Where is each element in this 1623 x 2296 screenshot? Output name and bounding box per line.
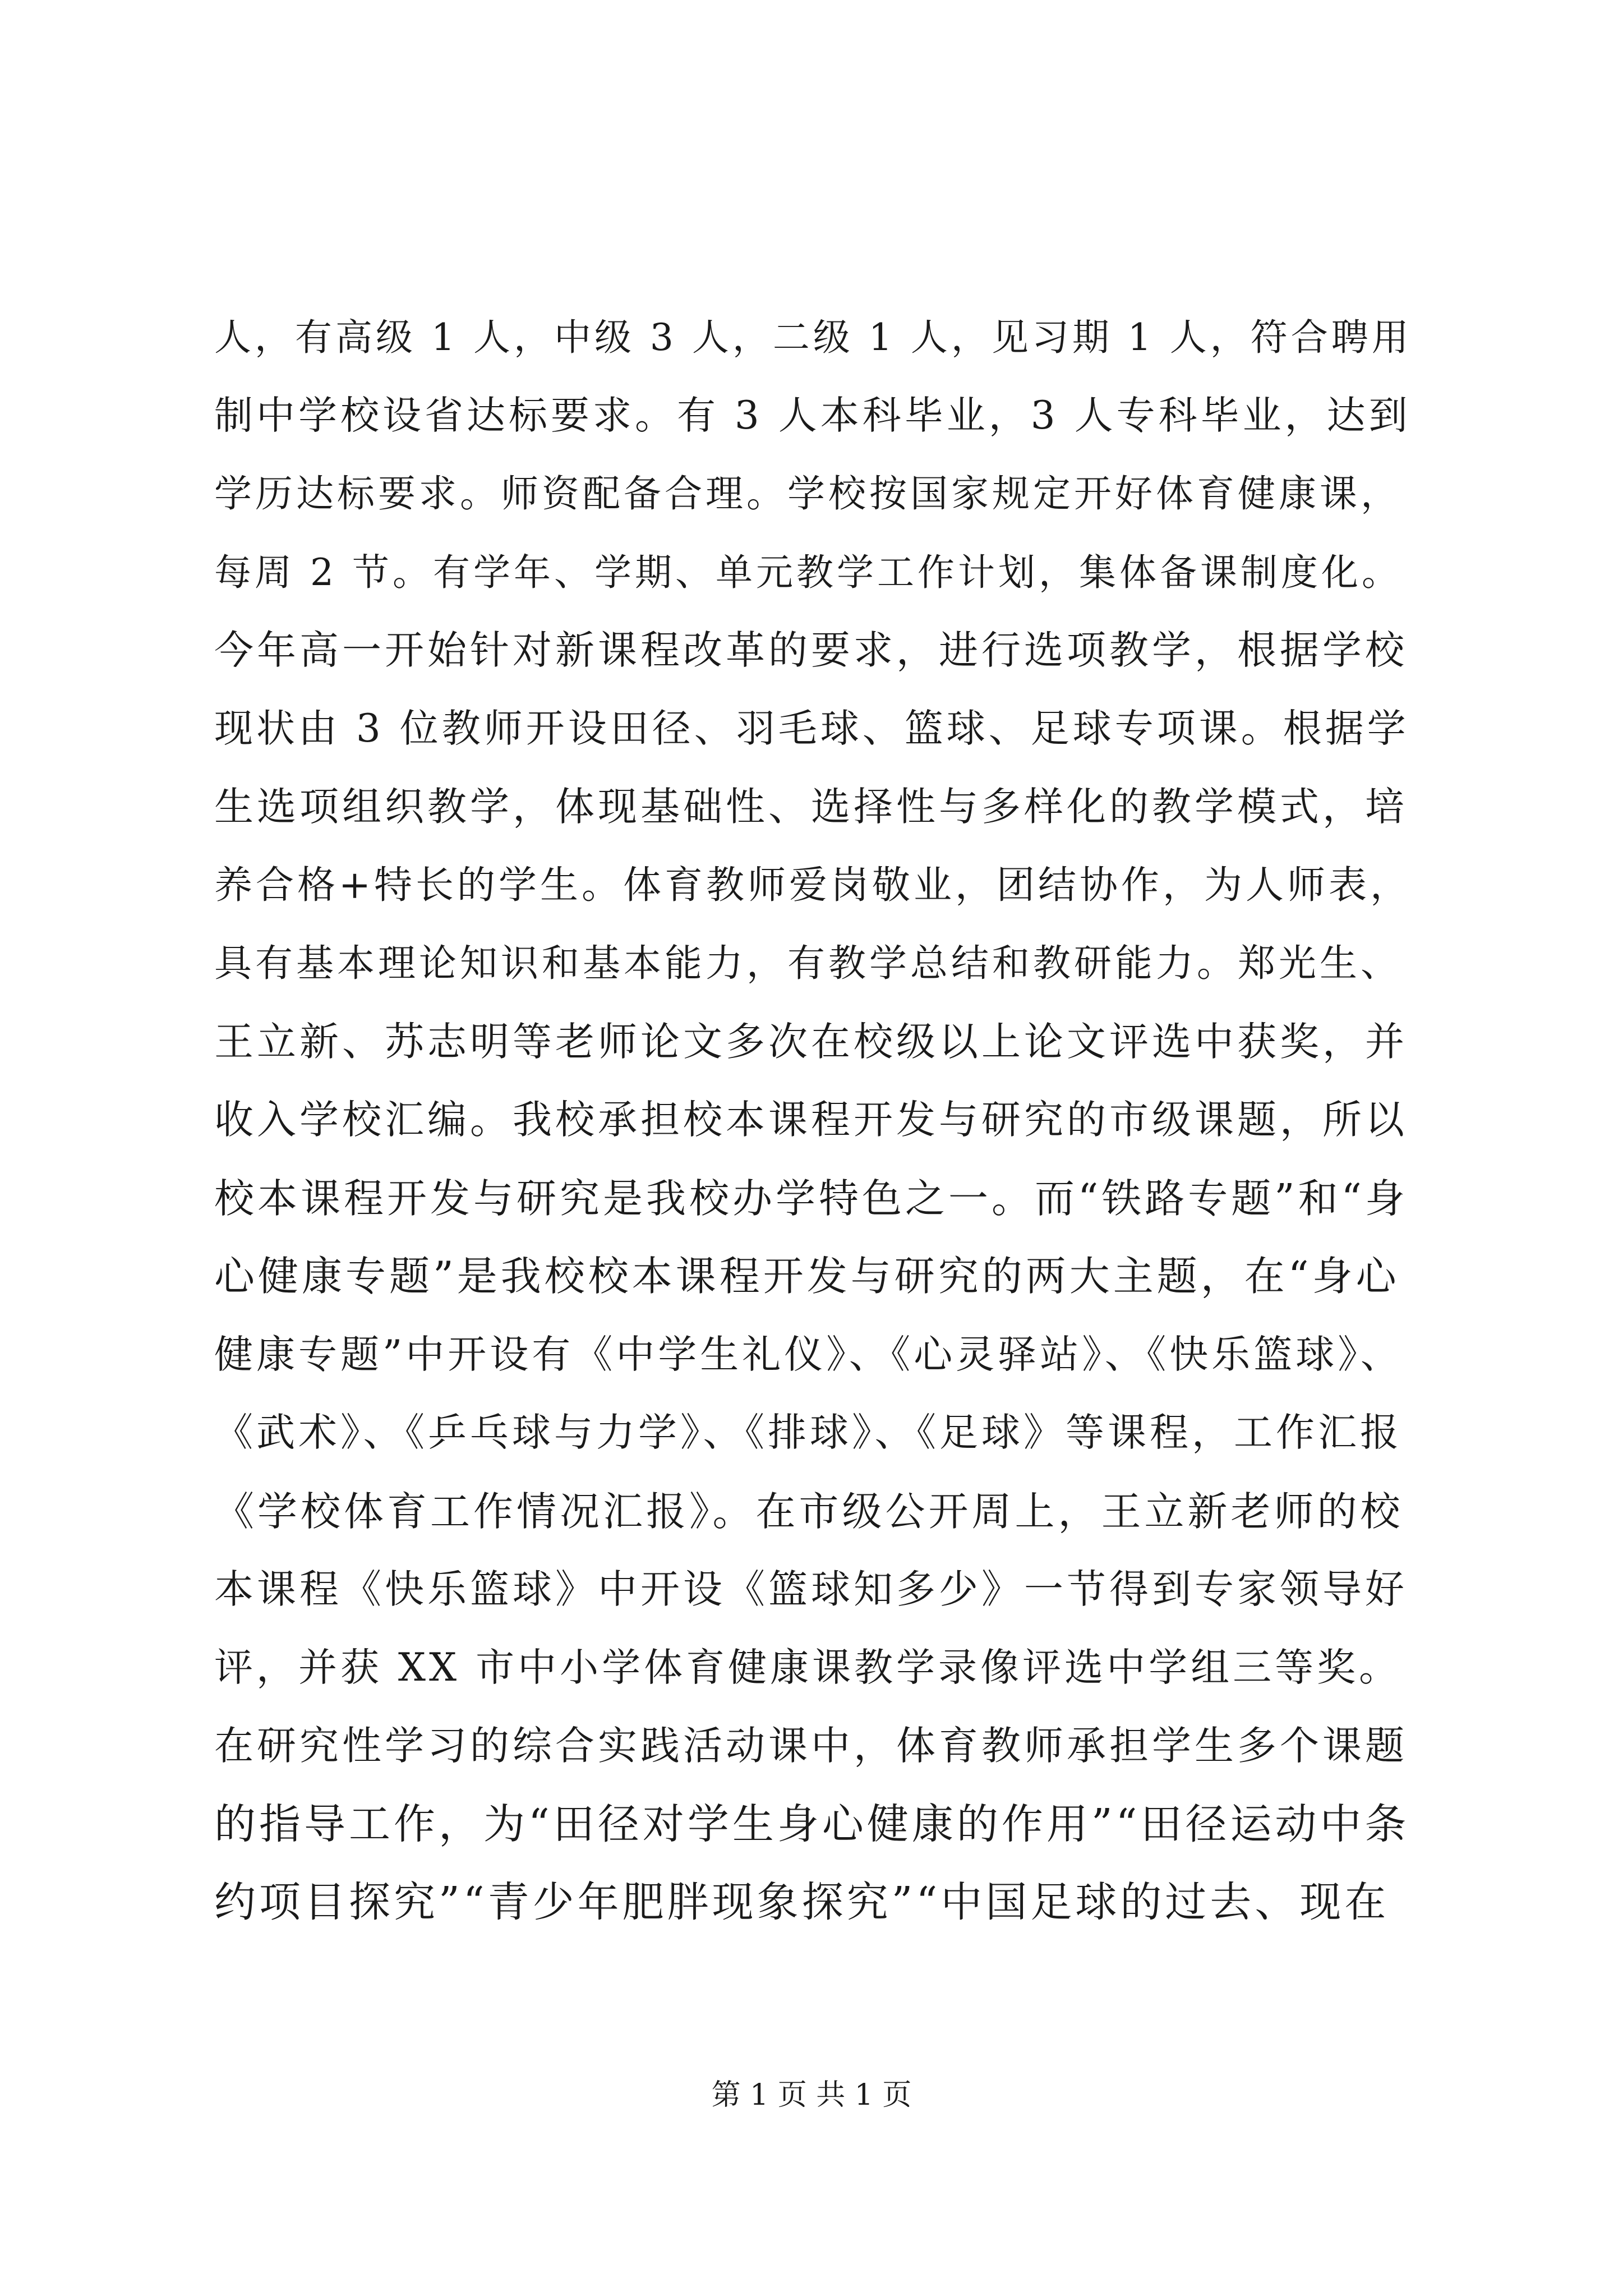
text-line-8: 养合格+特长的学生。体育教师爱岗敬业，团结协作，为人师表， [214,863,1412,908]
text-line-19: 在研究性学习的综合实践活动课中，体育教师承担学生多个课题 [214,1723,1408,1769]
text-line-1: 人，有高级 1 人，中级 3 人，二级 1 人，见习期 1 人，符合聘用 [214,316,1412,359]
text-line-14: 健康专题”中开设有《中学生礼仪》、《心灵驿站》、《快乐篮球》、 [214,1332,1403,1377]
text-line-12: 校本课程开发与研究是我校办学特色之一。而“铁路专题”和“身 [214,1175,1408,1222]
text-line-21: 约项目探究”“青少年肥胖现象探究”“中国足球的过去、现在 [214,1878,1390,1926]
text-line-10: 王立新、苏志明等老师论文多次在校级以上论文评选中获奖，并 [214,1018,1408,1065]
page-number: 第 1 页 共 1 页 [711,2078,912,2112]
text-line-17: 本课程《快乐篮球》中开设《篮球知多少》一节得到专家领导好 [214,1566,1408,1612]
page-footer [0,2076,1623,2115]
text-line-11: 收入学校汇编。我校承担校本课程开发与研究的市级课题，所以 [214,1097,1408,1143]
text-line-15: 《武术》、《乒乓球与力学》、《排球》、《足球》等课程，工作汇报 [214,1410,1402,1455]
text-line-2: 制中学校设省达标要求。有 3 人本科毕业，3 人专科毕业，达到 [214,393,1411,438]
text-line-20: 的指导工作，为“田径对学生身心健康的作用”“田径运动中条 [214,1800,1410,1848]
text-line-18: 评，并获 XX 市中小学体育健康课教学录像评选中学组三等奖。 [214,1645,1401,1690]
text-line-3: 学历达标要求。师资配备合理。学校按国家规定开好体育健康课， [214,472,1401,516]
text-line-5: 今年高一开始针对新课程改革的要求，进行选项教学，根据学校 [214,627,1408,673]
text-line-13: 心健康专题”是我校校本课程开发与研究的两大主题，在“身心 [214,1253,1400,1300]
text-line-4: 每周 2 节。有学年、学期、单元教学工作计划，集体备课制度化。 [214,550,1402,594]
text-line-16: 《学校体育工作情况汇报》。在市级公开周上，王立新老师的校 [214,1488,1404,1535]
text-line-9: 具有基本理论知识和基本能力，有教学总结和教研能力。郑光生、 [214,941,1401,985]
text-line-7: 生选项组织教学，体现基础性、选择性与多样化的教学模式，培 [214,784,1408,830]
text-line-6: 现状由 3 位教师开设田径、羽毛球、篮球、足球专项课。根据学 [214,706,1409,751]
body-text [214,298,1414,1942]
